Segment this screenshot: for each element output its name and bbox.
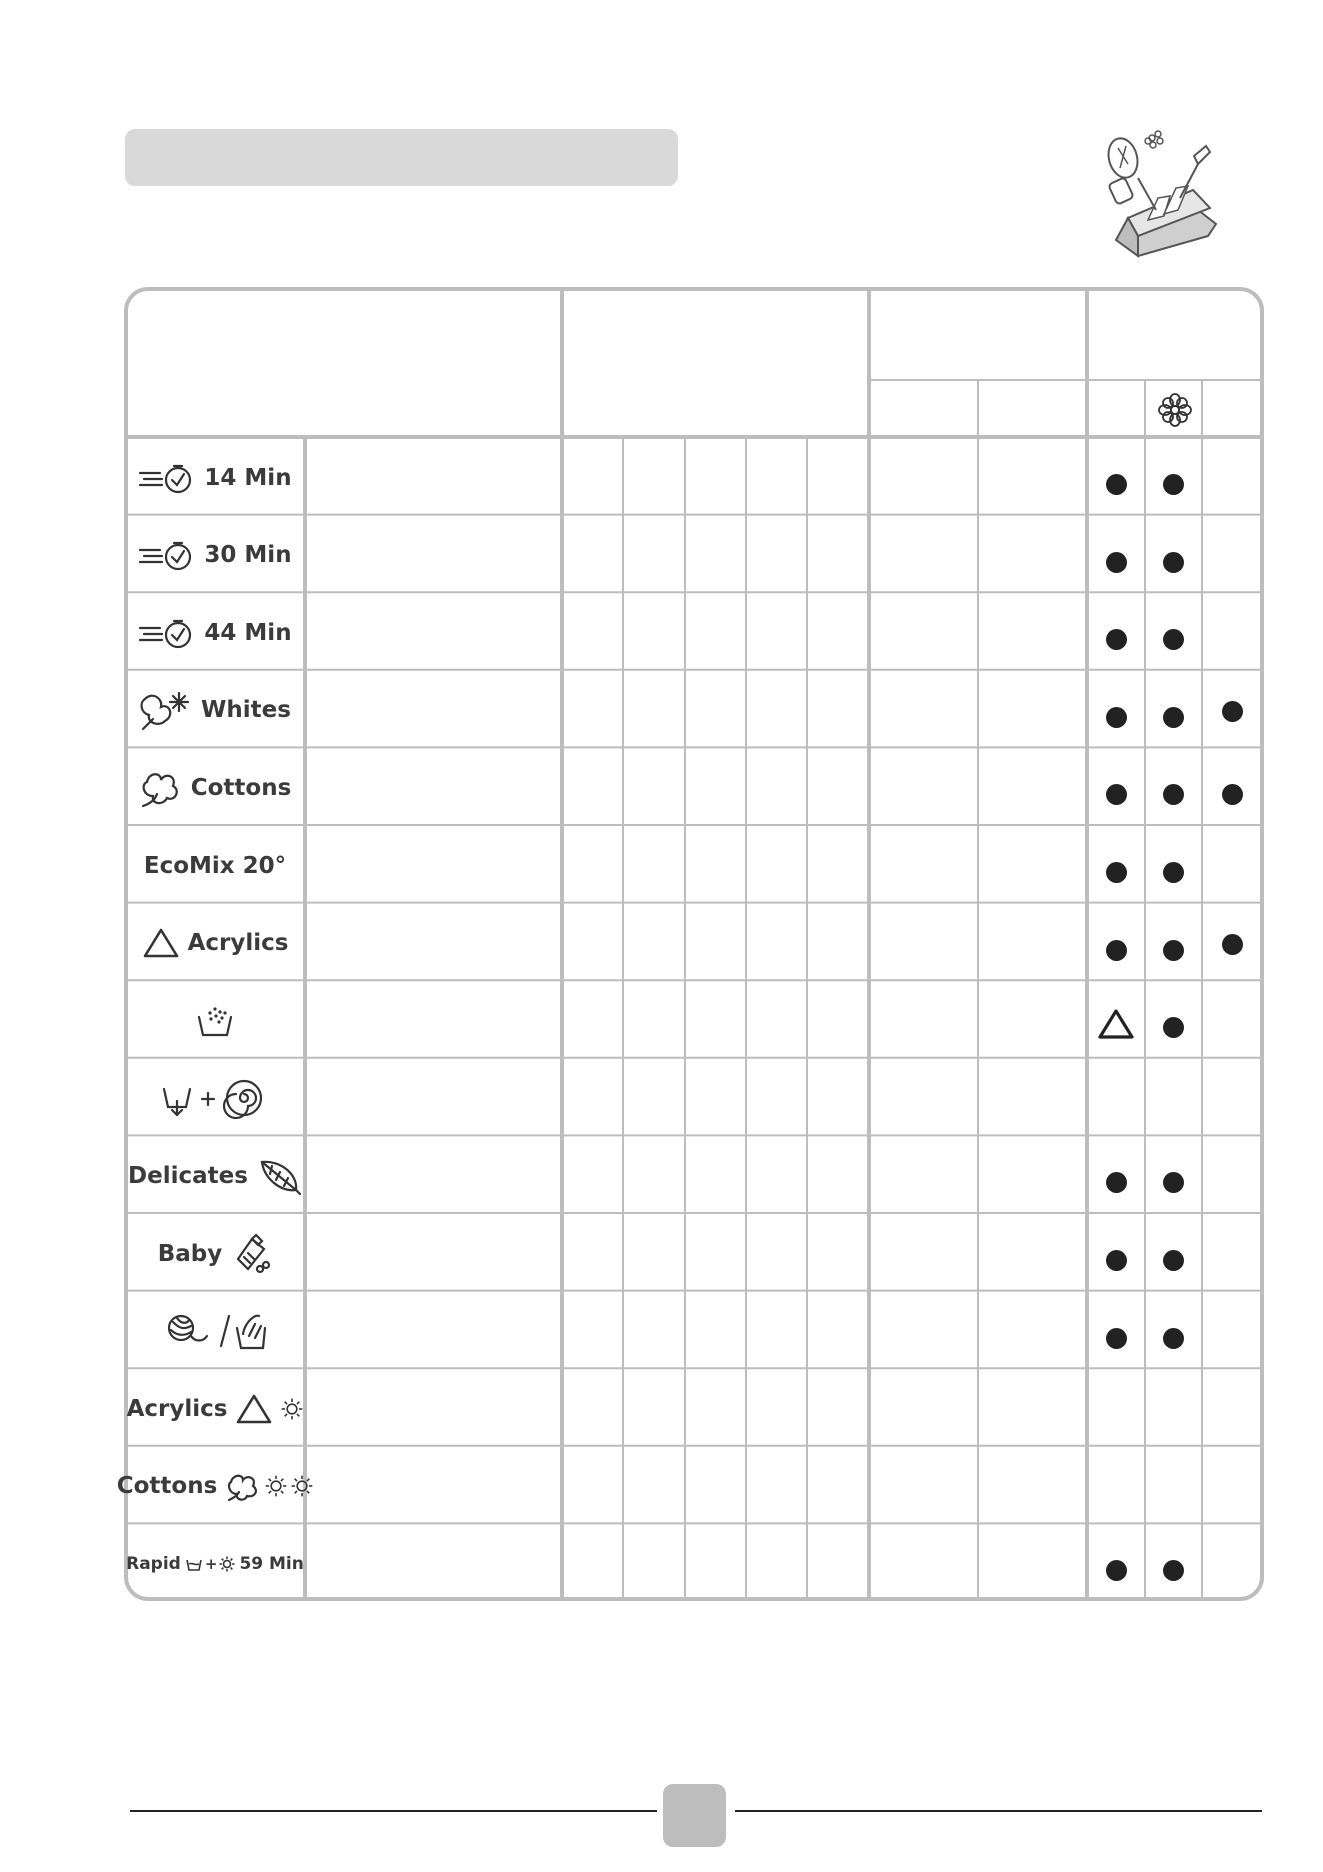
program-label: EcoMix 20° xyxy=(143,852,287,879)
mark-dot xyxy=(1106,1250,1127,1271)
acrylics-triangle-icon xyxy=(142,926,180,960)
mark-dot xyxy=(1106,862,1127,883)
sun-dry-icon xyxy=(291,1475,313,1497)
footer-line-left xyxy=(130,1810,657,1812)
program-row-14min xyxy=(128,439,302,516)
cotton-icon xyxy=(139,768,183,808)
mark-dot xyxy=(1163,1250,1184,1271)
sun-dry-icon xyxy=(281,1398,303,1420)
program-label: Cottons xyxy=(190,774,292,801)
mark-dot xyxy=(1163,474,1184,495)
program-row-30min xyxy=(128,517,302,594)
mark-dot xyxy=(1163,552,1184,573)
cotton-dry-icon xyxy=(225,1470,261,1502)
rinse-basin-icon xyxy=(195,1003,235,1039)
program-label: Acrylics xyxy=(126,1395,228,1422)
program-label: 30 Min xyxy=(204,542,292,569)
program-row-rinse xyxy=(128,982,302,1059)
program-row-drain-spin xyxy=(128,1060,302,1137)
sun-dry-icon xyxy=(265,1475,287,1497)
mark-dot xyxy=(1106,940,1127,961)
program-label: 14 Min xyxy=(204,464,292,491)
program-label: Baby xyxy=(157,1240,223,1267)
acrylics-dry-icon xyxy=(235,1392,303,1426)
mark-dot xyxy=(1163,862,1184,883)
program-row-delicates xyxy=(128,1137,302,1214)
program-row-cottons xyxy=(128,749,302,826)
sun-dry-icon xyxy=(219,1556,235,1572)
program-row-acrylics-dry xyxy=(128,1370,302,1447)
mark-dot xyxy=(1222,934,1243,955)
wash-dry-icon xyxy=(185,1556,203,1572)
whites-icon xyxy=(139,689,193,731)
footer-line-right xyxy=(735,1810,1262,1812)
mark-dot xyxy=(1106,474,1127,495)
baby-bottle-icon xyxy=(230,1231,272,1277)
wool-hand-wash-icon xyxy=(163,1308,267,1354)
mark-dot xyxy=(1163,707,1184,728)
program-row-cottons-dry xyxy=(116,1448,302,1525)
mark-dot xyxy=(1222,701,1243,722)
quick-wash-icon xyxy=(138,461,196,495)
mark-dot xyxy=(1163,940,1184,961)
program-label: Acrylics xyxy=(187,930,289,957)
flower-icon xyxy=(1158,393,1192,427)
program-row-rapid-59 xyxy=(128,1525,302,1602)
mark-dot xyxy=(1106,1328,1127,1349)
program-label-duration: 59 Min xyxy=(239,1553,304,1574)
program-row-acrylics xyxy=(128,905,302,982)
mark-dot xyxy=(1163,1328,1184,1349)
program-row-wool-hand xyxy=(128,1293,302,1370)
quick-wash-icon xyxy=(138,616,196,650)
program-row-baby xyxy=(128,1215,302,1292)
program-row-whites xyxy=(128,672,302,749)
mark-triangle xyxy=(1097,1007,1135,1041)
acrylics-dry-icon xyxy=(235,1392,273,1426)
feather-icon xyxy=(256,1156,302,1196)
wash-dry-icon: + xyxy=(185,1555,236,1573)
quick-wash-icon xyxy=(138,538,196,572)
page-number-tab xyxy=(663,1784,726,1847)
program-row-ecomix xyxy=(128,827,302,904)
program-row-44min xyxy=(128,594,302,671)
mark-dot xyxy=(1106,707,1127,728)
mark-dot xyxy=(1106,552,1127,573)
drain-spin-icon xyxy=(160,1077,270,1119)
program-label: 44 Min xyxy=(204,619,292,646)
program-label: Delicates xyxy=(128,1162,248,1189)
program-label: Cottons xyxy=(116,1473,218,1500)
program-label: Whites xyxy=(201,697,291,724)
cotton-dry-icon xyxy=(225,1470,313,1502)
program-label: Rapid xyxy=(126,1553,181,1574)
